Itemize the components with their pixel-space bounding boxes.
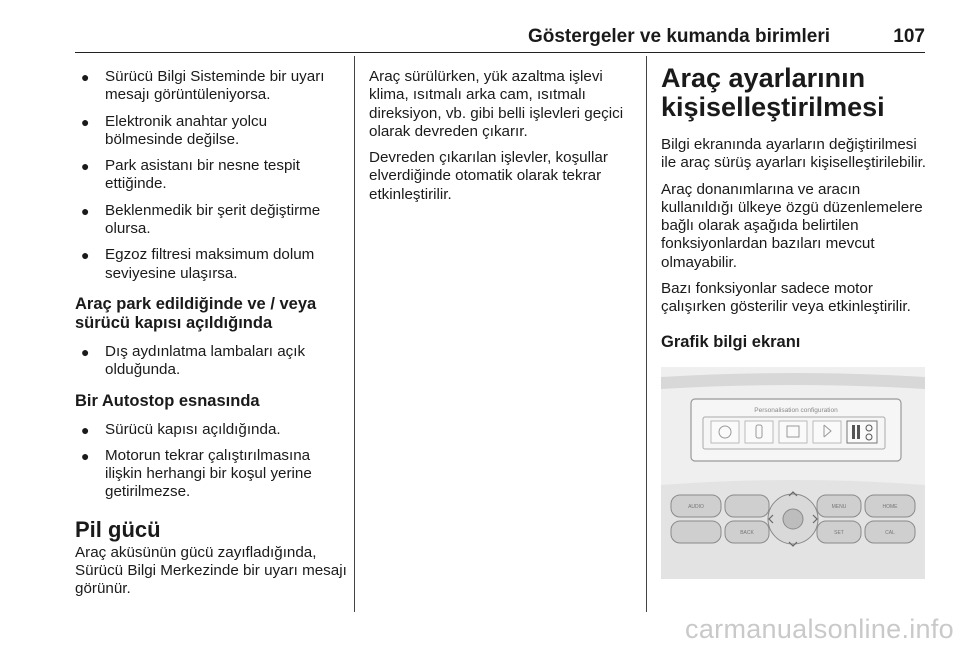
watermark: carmanualsonline.info (685, 614, 954, 644)
bullet-list-park (75, 343, 347, 380)
settings-tile (847, 421, 877, 443)
bullet-list-top (75, 68, 347, 283)
bullet-icon: ● (81, 247, 90, 264)
column-divider (646, 56, 647, 612)
subheading: Grafik bilgi ekranı (661, 332, 801, 351)
paragraph: Bazı fonksiyonlar sadece motor çalışırken gösterilir veya etkinleştirilir. (661, 280, 911, 316)
settings-tile (711, 421, 739, 443)
bullet-icon: ● (81, 69, 90, 85)
header-rule (75, 52, 925, 53)
button-label: BACK (740, 530, 754, 536)
bullet-icon: ● (81, 343, 90, 360)
bullet-list-autostop (75, 421, 347, 502)
list-item: ● Sürücü Bilgi Sisteminde bir uyarı mesajı görüntüleniyorsa. (81, 68, 325, 104)
column-1 (75, 68, 347, 607)
settings-tile (779, 421, 807, 443)
button-label: MENU (831, 504, 847, 510)
paragraph: Devreden çıkarılan işlevler, koşullar elverdiğinde otomatik olarak tekrar etkinleştirilir. (369, 149, 608, 203)
heading-autostop: Bir Autostop esnasında (75, 391, 260, 410)
bullet-icon: ● (81, 202, 90, 219)
bullet-icon: ● (81, 421, 90, 438)
column-2 (369, 68, 637, 212)
button-label: HOME (882, 504, 898, 510)
page-number: 107 (893, 26, 925, 47)
bullet-icon: ● (81, 447, 90, 464)
dashboard-figure (661, 367, 925, 579)
panel-button (725, 495, 769, 517)
screen-title: Personalisation configuration (754, 407, 838, 414)
paragraph: Bilgi ekranında ayarların değiştirilmesi ile araç sürüş ayarları kişiselleştirilebilir. (661, 136, 927, 172)
column-divider (354, 56, 355, 612)
button-label: AUDIO (688, 504, 704, 510)
list-item: ● Dış aydınlatma lambaları açık olduğunda. (81, 342, 306, 379)
bullet-icon: ● (81, 113, 90, 130)
list-item: ● Egzoz filtresi maksimum dolum seviyesine ulaşırsa. (81, 246, 315, 282)
page-header (75, 22, 925, 52)
panel-button (671, 521, 721, 543)
button-label: CAL (885, 530, 895, 536)
heading-park: Araç park edildiğinde ve / veya sürücü kapısı açıldığında (75, 294, 317, 332)
settings-tile (813, 421, 841, 443)
bullet-icon: ● (81, 158, 90, 175)
section-heading: Araç ayarlarının kişiselleştirilmesi (661, 63, 885, 122)
dashboard-illustration (661, 367, 925, 579)
paragraph: Araç donanımlarına ve aracın kullanıldığı ülkeye özgü düzenlemelere bağlı olarak aşağıda belirtilen fonksiyonlardan bazıları mevcut olmayabilir. (661, 180, 923, 271)
list-item: ● Beklenmedik bir şerit değiştirme olursa. (81, 201, 321, 238)
header-title: Göstergeler ve kumanda birimleri (527, 26, 830, 47)
paragraph: Araç sürülürken, yük azaltma işlevi klima, ısıtmalı arka cam, ısıtmalı direksiyon, vb. gibi belli işlevleri geçici olarak devreden çıkarır. (369, 68, 624, 140)
list-item: ● Sürücü kapısı açıldığında. (81, 420, 281, 438)
knob-center (783, 509, 803, 529)
list-item: ● Park asistanı bir nesne tespit ettiğinde. (81, 157, 301, 193)
list-item: ● Elektronik anahtar yolcu bölmesinde değilse. (81, 112, 268, 148)
column-3 (661, 64, 927, 362)
button-label: SET (834, 530, 844, 536)
paragraph-pil: Araç aküsünün gücü zayıfladığında, Sürücü Bilgi Merkezinde bir uyarı mesajı görünür. (75, 543, 347, 598)
settings-tile (745, 421, 773, 443)
heading-pil: Pil gücü (75, 516, 161, 542)
list-item: ● Motorun tekrar çalıştırılmasına ilişkin herhangi bir koşul yerine getirilmezse. (81, 446, 312, 501)
